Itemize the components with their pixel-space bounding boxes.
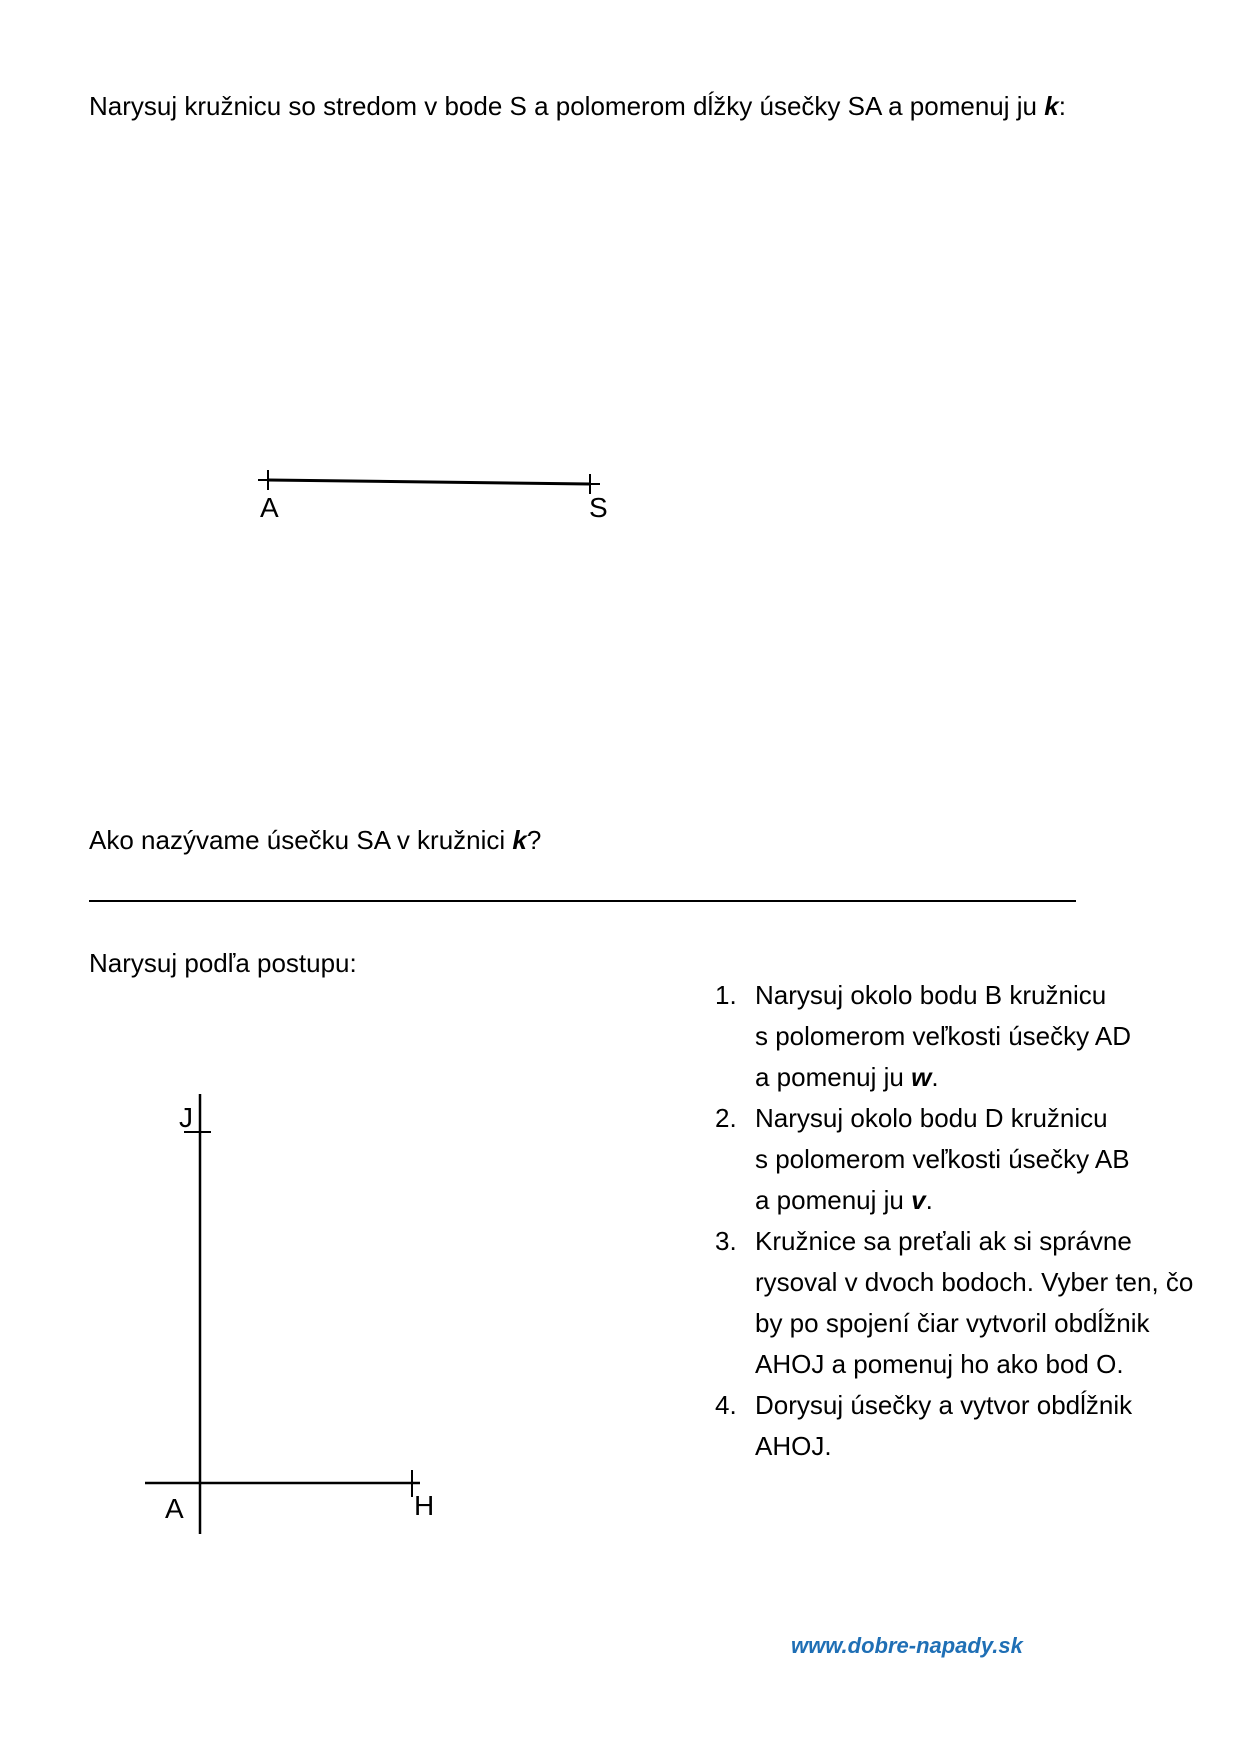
point-s-label: S	[589, 492, 608, 523]
step-line: Kružnice sa preťali ak si správne	[755, 1226, 1132, 1256]
step-line: Narysuj okolo bodu D kružnicu	[755, 1103, 1108, 1133]
step-period: .	[931, 1062, 939, 1092]
step-item	[715, 975, 1235, 1098]
step-number: 3.	[715, 1226, 737, 1256]
step-line: AHOJ.	[755, 1431, 832, 1461]
footer-link[interactable]: www.dobre-napady.sk	[791, 1633, 1023, 1658]
step-line: Dorysuj úsečky a vytvor obdĺžnik	[755, 1390, 1133, 1420]
step-number: 1.	[715, 980, 737, 1010]
point-j-label: J	[179, 1102, 193, 1133]
step-line: Narysuj okolo bodu B kružnicu	[755, 980, 1107, 1010]
step-item	[715, 1385, 1235, 1467]
point-h-label: H	[414, 1490, 435, 1521]
task-1-text: Narysuj kružnicu so stredom v bode S a polomerom dĺžky úsečky SA a pomenuj ju	[89, 91, 1045, 121]
step-line: s polomerom veľkosti úsečky AB	[755, 1144, 1130, 1174]
question-circle-name: k	[512, 825, 527, 855]
step-circle-name: w	[911, 1062, 932, 1092]
step-number: 4.	[715, 1390, 737, 1420]
task-2-instruction: Narysuj podľa postupu:	[89, 948, 357, 978]
point-a2-label: A	[165, 1493, 184, 1524]
step-line: a pomenuj ju	[755, 1062, 912, 1092]
step-line: s polomerom veľkosti úsečky AD	[755, 1021, 1132, 1051]
step-item	[715, 1098, 1235, 1221]
step-line: rysoval v dvoch bodoch. Vyber ten, čo	[755, 1267, 1194, 1297]
step-item	[715, 1221, 1235, 1385]
step-circle-name: v	[911, 1185, 926, 1215]
question-mark: ?	[526, 825, 542, 855]
task-1-circle-name: k	[1044, 91, 1059, 121]
step-line: a pomenuj ju	[755, 1185, 912, 1215]
step-number: 2.	[715, 1103, 737, 1133]
step-period: .	[925, 1185, 933, 1215]
point-a-label: A	[260, 492, 279, 523]
question-text: Ako nazývame úsečku SA v kružnici	[89, 825, 513, 855]
steps-list	[715, 975, 1235, 1467]
task-1-colon: :	[1058, 91, 1066, 121]
step-line: by po spojení čiar vytvoril obdĺžnik	[755, 1308, 1150, 1338]
step-line: AHOJ a pomenuj ho ako bod O.	[755, 1349, 1124, 1379]
